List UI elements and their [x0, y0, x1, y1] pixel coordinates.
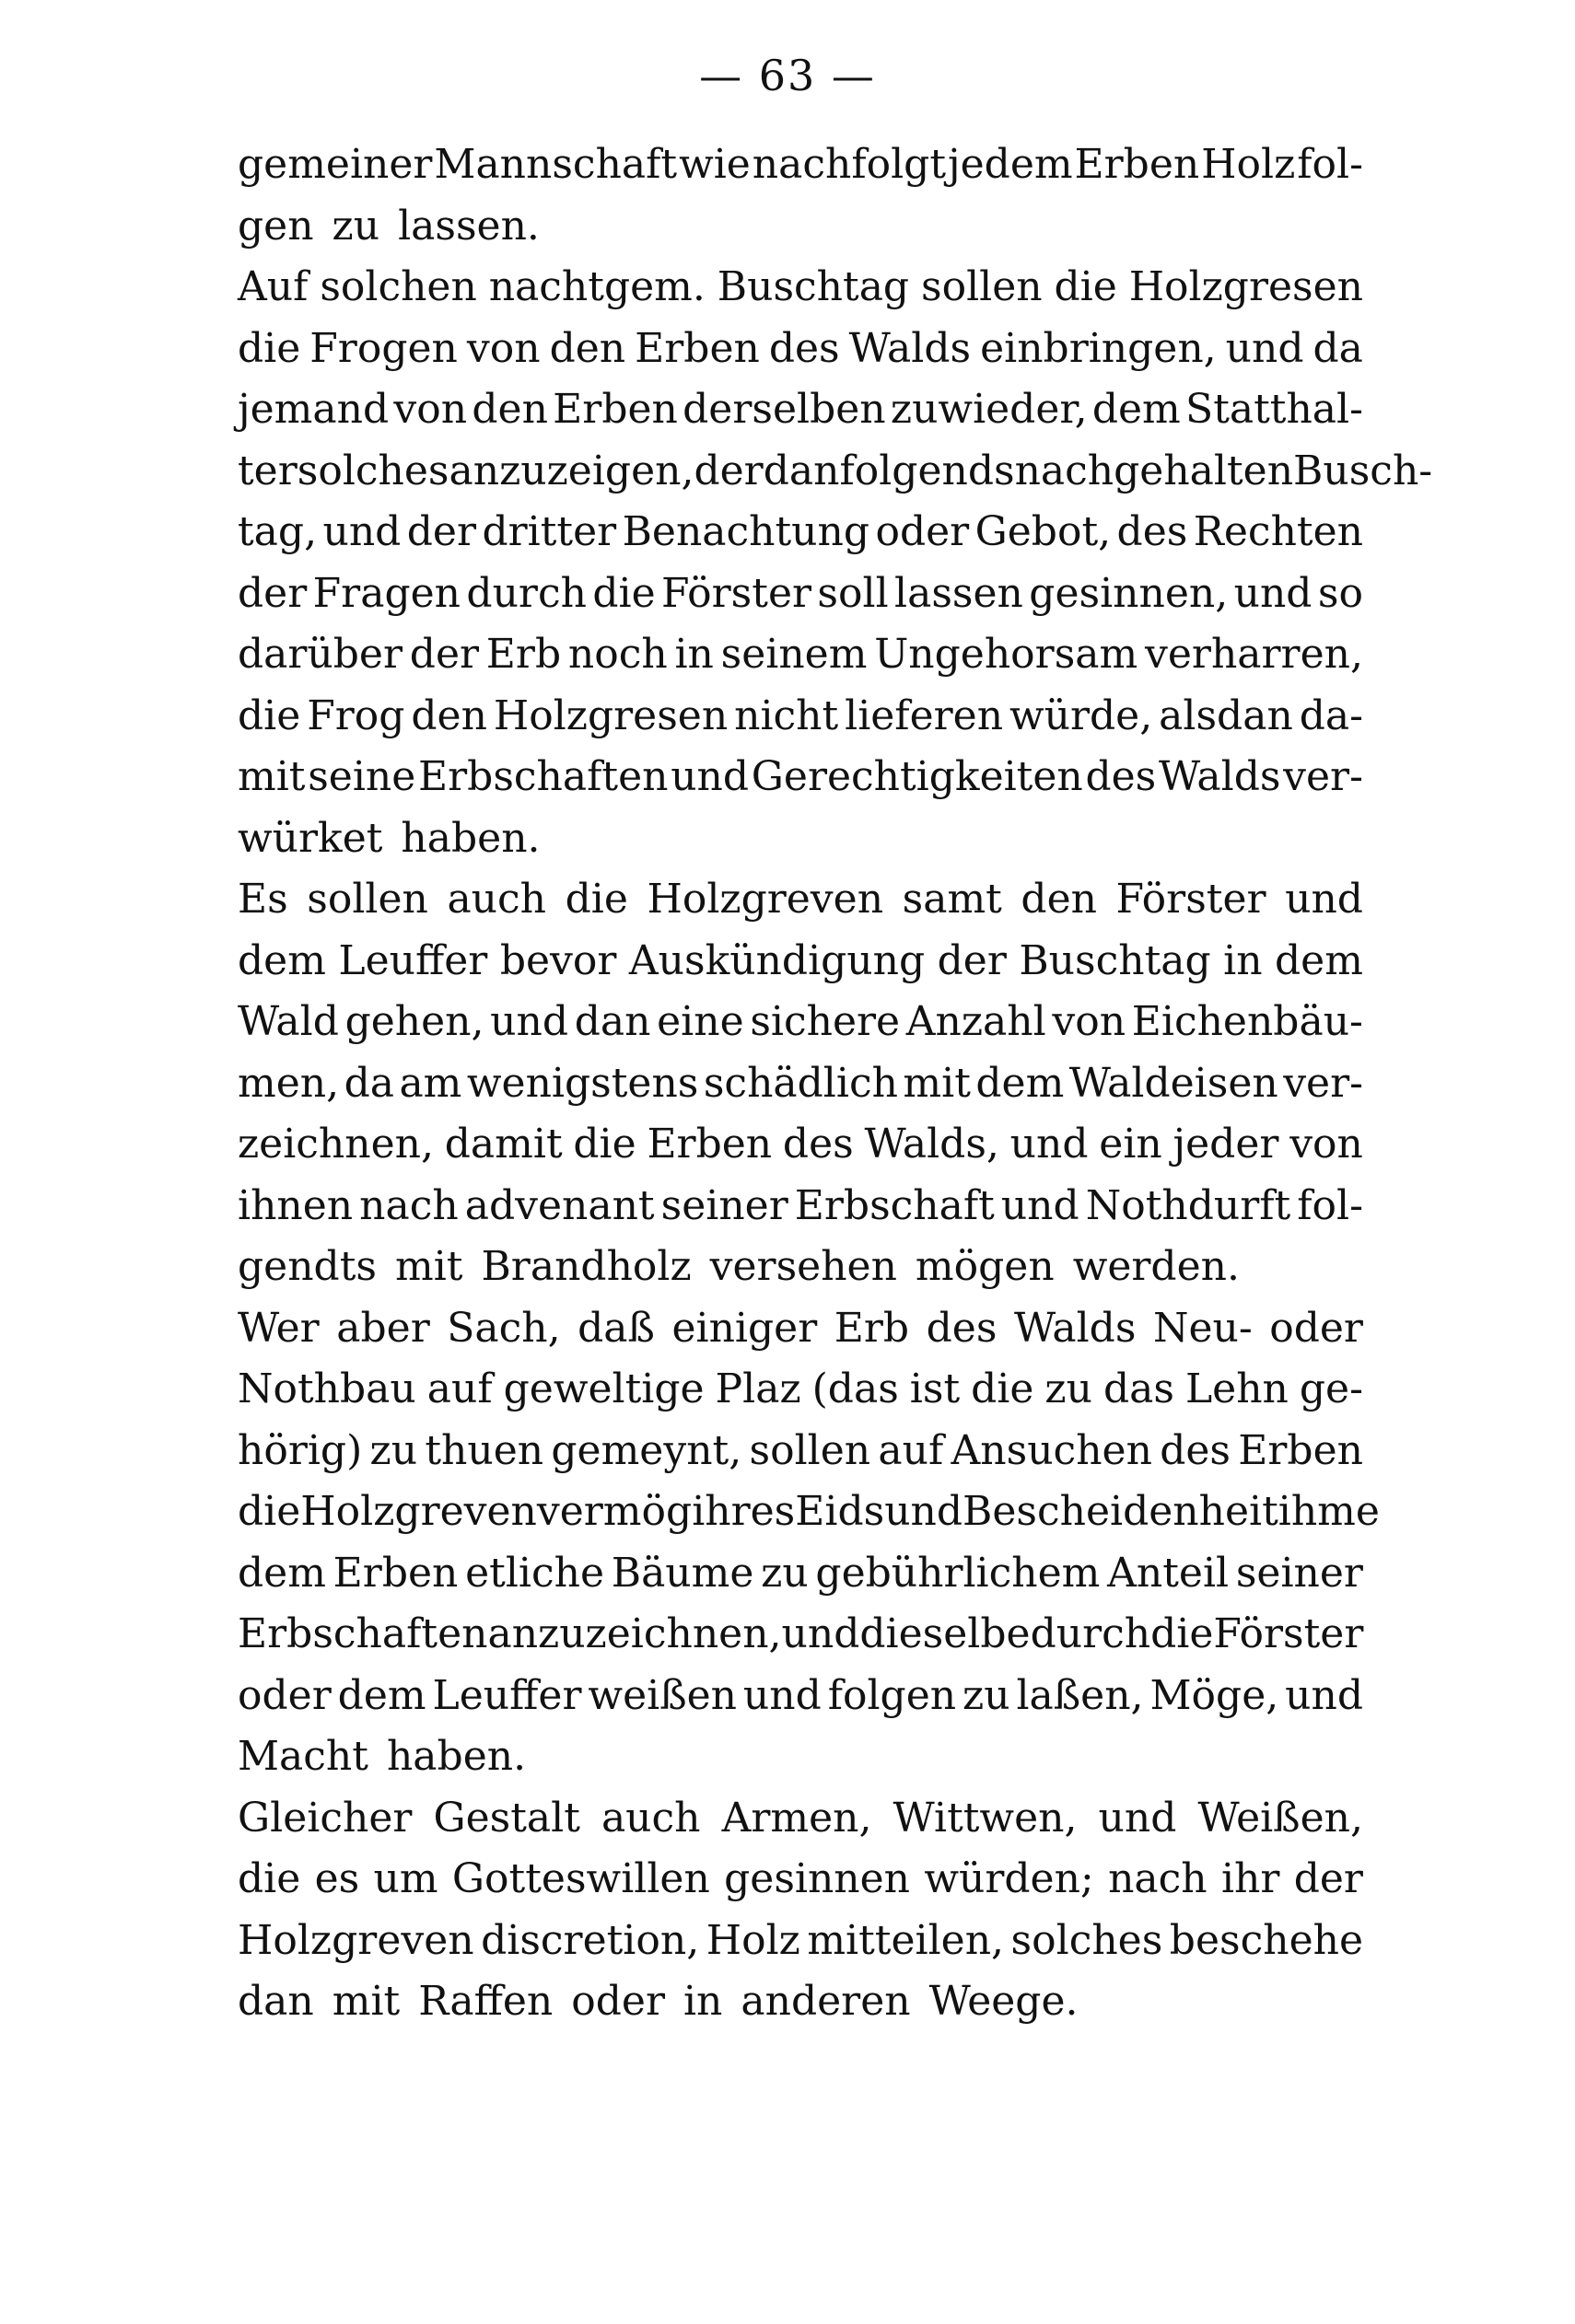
text-word: ge-	[1299, 1365, 1363, 1412]
text-word: das	[1102, 1365, 1174, 1412]
text-word: dem	[337, 1671, 426, 1719]
text-word: Gotteswillen	[451, 1855, 710, 1902]
text-line	[238, 196, 1363, 258]
text-word: auf	[878, 1426, 944, 1474]
text-word: mitteilen,	[807, 1916, 1005, 1964]
text-word: zu	[332, 202, 380, 250]
text-word: und	[1009, 1121, 1089, 1168]
text-word: gesinnen,	[1029, 569, 1229, 617]
text-word: oder	[571, 1978, 665, 2025]
text-word: tag,	[238, 508, 318, 555]
text-word: ihnen	[238, 1181, 354, 1229]
text-word: wenigstens	[466, 1059, 699, 1107]
text-word: Holzgresen	[493, 691, 729, 739]
text-line	[238, 1053, 1363, 1115]
text-word: Buschtag	[1019, 936, 1211, 984]
text-line	[238, 1482, 1380, 1543]
text-word: die	[1150, 1610, 1214, 1657]
text-word: des	[1116, 508, 1188, 555]
text-word: die	[1054, 263, 1117, 310]
text-word: und	[1098, 1794, 1177, 1842]
text-word: Fragen	[312, 569, 461, 617]
text-word: und	[781, 1610, 860, 1657]
text-word: mit	[903, 1059, 971, 1107]
body-text	[238, 134, 1433, 2033]
text-line	[238, 1666, 1363, 1727]
text-word: Erben	[332, 1549, 459, 1597]
text-line	[238, 1176, 1363, 1238]
text-word: sichere	[750, 998, 901, 1045]
text-line	[238, 1359, 1363, 1421]
text-word: durch	[466, 569, 587, 617]
text-word: schädlich	[703, 1059, 898, 1107]
text-word: men,	[238, 1059, 340, 1107]
text-word: von	[1289, 1121, 1363, 1168]
text-word: Walds,	[864, 1121, 999, 1168]
text-line	[238, 1604, 1363, 1666]
text-word: Ansuchen	[951, 1426, 1152, 1474]
text-word: sollen	[921, 263, 1043, 310]
text-word: die	[565, 876, 628, 923]
text-word: Gestalt	[433, 1794, 580, 1842]
text-word: die	[238, 324, 301, 372]
text-word: dem	[1091, 386, 1181, 433]
text-word: und	[1225, 324, 1304, 372]
text-word: dem	[238, 936, 326, 984]
text-line	[238, 686, 1363, 748]
text-word: noch	[567, 631, 668, 678]
text-word: von	[466, 324, 541, 372]
text-word: und	[671, 753, 750, 800]
text-word: dieselbe	[859, 1610, 1031, 1657]
text-line	[238, 564, 1363, 625]
text-word: da-	[1299, 691, 1363, 739]
text-word: haben.	[386, 1733, 527, 1780]
text-word: Mannschaft	[434, 141, 678, 188]
text-line	[238, 931, 1363, 993]
text-word: daß	[578, 1304, 655, 1352]
text-word: vermög	[536, 1488, 693, 1535]
text-word: Erben	[635, 324, 760, 372]
text-word: Förster	[1115, 876, 1266, 923]
text-word: Leuffer	[432, 1671, 582, 1719]
text-word: gemeynt,	[551, 1426, 742, 1474]
text-line	[238, 1971, 1363, 2033]
text-word: von	[1052, 998, 1126, 1045]
text-word: nach	[1108, 1855, 1208, 1902]
text-word: Holz	[706, 1916, 800, 1964]
text-word: gesinnen	[724, 1855, 911, 1902]
text-word: Anzahl	[905, 998, 1046, 1045]
text-word: Erben	[1238, 1426, 1363, 1474]
text-word: in	[1223, 936, 1263, 984]
text-word: gebührlichem	[815, 1549, 1101, 1597]
text-line	[238, 869, 1363, 931]
text-line	[238, 257, 1363, 319]
text-word: gehen,	[344, 998, 484, 1045]
text-word: in	[674, 631, 714, 678]
text-line	[238, 1726, 1363, 1788]
text-word: nach	[359, 1181, 459, 1229]
text-word: nachfolgt	[752, 141, 947, 188]
text-word: Wittwen,	[892, 1794, 1078, 1842]
text-word: dem	[975, 1059, 1065, 1107]
text-word: Sach,	[447, 1304, 561, 1352]
text-word: folgen	[827, 1671, 957, 1719]
text-word: lieferen	[845, 691, 1004, 739]
text-word: Erb	[834, 1304, 910, 1352]
text-word: (das	[811, 1365, 899, 1412]
text-word: dem	[1275, 936, 1363, 984]
text-word: ihr	[1220, 1855, 1280, 1902]
text-word: jemand	[238, 386, 390, 433]
text-word: Bescheidenheit	[962, 1488, 1278, 1535]
text-word: Auf	[238, 263, 309, 310]
text-word: lassen	[894, 569, 1023, 617]
text-word: gendts	[238, 1243, 377, 1290]
text-word: Nothbau	[238, 1365, 416, 1412]
text-word: des	[1085, 753, 1157, 800]
text-word: und	[490, 998, 568, 1045]
text-word: werden.	[1072, 1243, 1240, 1290]
text-line	[238, 502, 1363, 564]
text-word: gemeiner	[238, 141, 433, 188]
text-word: dem	[238, 1549, 326, 1597]
text-word: da	[1312, 324, 1363, 372]
text-word: einbringen,	[980, 324, 1217, 372]
text-word: Holzgreven	[647, 876, 884, 923]
text-word: soll	[817, 569, 889, 617]
text-word: ihres	[692, 1488, 796, 1535]
text-line	[238, 1114, 1363, 1176]
text-word: die	[971, 1365, 1034, 1412]
text-word: eine	[657, 998, 744, 1045]
text-word: der	[1293, 1855, 1363, 1902]
text-word: anzuzeigen,	[449, 447, 694, 494]
text-word: Eids	[795, 1488, 885, 1535]
text-word: Weißen,	[1197, 1794, 1363, 1842]
text-word: der	[694, 447, 764, 494]
text-word: samt	[902, 876, 1002, 923]
text-word: ist	[909, 1365, 961, 1412]
text-word: verharren,	[1145, 631, 1363, 678]
text-word: Nothdurft	[1085, 1181, 1291, 1229]
text-word: und	[742, 1671, 822, 1719]
text-line	[238, 441, 1433, 503]
text-word: gehalten	[1114, 447, 1294, 494]
text-word: die	[238, 691, 301, 739]
text-word: Ungehorsam	[874, 631, 1138, 678]
text-word: der	[937, 936, 1007, 984]
text-word: Rechten	[1193, 508, 1363, 555]
text-word: den	[549, 324, 626, 372]
text-word: Walds	[848, 324, 972, 372]
text-line	[238, 379, 1363, 441]
text-word: den	[411, 691, 487, 739]
text-word: der	[409, 631, 480, 678]
text-word: die	[573, 1121, 636, 1168]
text-word: oder	[1269, 1304, 1363, 1352]
text-word: ein	[1099, 1121, 1162, 1168]
text-word: Walds	[1158, 753, 1281, 800]
text-word: dan	[238, 1978, 314, 2025]
text-word: damit	[444, 1121, 563, 1168]
text-word: thuen	[425, 1426, 544, 1474]
text-word: jeder	[1172, 1121, 1279, 1168]
text-word: geweltige	[503, 1365, 705, 1412]
text-word: solches	[1010, 1916, 1163, 1964]
text-word: gen	[238, 202, 314, 250]
text-word: auch	[447, 876, 547, 923]
text-word: so	[1317, 569, 1363, 617]
text-word: und	[1285, 876, 1363, 923]
text-line	[238, 1543, 1363, 1605]
text-word: hörig)	[238, 1426, 363, 1474]
text-word: Holzgreven	[300, 1488, 537, 1535]
text-word: würde,	[1009, 691, 1153, 739]
text-word: Erbschaften	[418, 753, 669, 800]
text-word: die	[592, 569, 656, 617]
text-word: einiger	[671, 1304, 818, 1352]
text-line	[238, 808, 1363, 870]
text-word: weißen	[588, 1671, 737, 1719]
text-word: des	[926, 1304, 998, 1352]
text-word: fol-	[1297, 141, 1363, 188]
text-word: Gerechtigkeiten	[751, 753, 1083, 800]
text-word: seiner	[660, 1181, 788, 1229]
text-word: seine	[308, 753, 416, 800]
text-word: Es	[238, 876, 288, 923]
text-word: Auskündigung	[628, 936, 926, 984]
text-word: zu	[761, 1549, 809, 1597]
text-word: beschehe	[1169, 1916, 1363, 1964]
text-word: würden;	[924, 1855, 1094, 1902]
text-line	[238, 1421, 1363, 1482]
text-word: von	[393, 386, 468, 433]
text-line	[238, 992, 1363, 1053]
text-word: Macht	[238, 1733, 368, 1780]
text-word: derselben	[682, 386, 886, 433]
text-word: Erbschaft	[794, 1181, 995, 1229]
text-word: würket	[238, 814, 383, 862]
text-word: ver-	[1283, 1059, 1363, 1107]
text-word: zu	[962, 1671, 1010, 1719]
text-word: jedem	[947, 141, 1073, 188]
text-word: und	[884, 1488, 963, 1535]
text-word: lassen.	[398, 202, 540, 250]
text-line	[238, 1911, 1363, 1972]
text-word: ter	[238, 447, 298, 494]
text-word: den	[472, 386, 548, 433]
text-word: advenant	[464, 1181, 655, 1229]
text-word: mit	[332, 1978, 401, 2025]
text-word: aber	[336, 1304, 430, 1352]
text-word: solchen	[320, 263, 477, 310]
text-word: darüber	[238, 631, 403, 678]
text-word: Wald	[238, 998, 339, 1045]
text-word: nachtgem.	[488, 263, 706, 310]
text-word: ver-	[1283, 753, 1363, 800]
text-word: Holzgresen	[1128, 263, 1363, 310]
text-word: Neu-	[1152, 1304, 1253, 1352]
text-word: zu	[1044, 1365, 1092, 1412]
text-word: dan	[763, 447, 840, 494]
text-word: Brandholz	[481, 1243, 692, 1290]
text-word: Erben	[1074, 141, 1200, 188]
text-word: mögen	[915, 1243, 1055, 1290]
text-word: alsdan	[1159, 691, 1293, 739]
text-word: des	[768, 324, 840, 372]
text-word: Waldeisen	[1068, 1059, 1278, 1107]
text-word: zeichnen,	[238, 1121, 434, 1168]
text-word: am	[399, 1059, 462, 1107]
text-word: und	[1285, 1671, 1363, 1719]
text-word: dan	[574, 998, 651, 1045]
text-word: mit	[394, 1243, 463, 1290]
text-word: Frogen	[309, 324, 458, 372]
text-word: Plaz	[715, 1365, 801, 1412]
text-word: Frog	[307, 691, 405, 739]
text-word: um	[373, 1855, 438, 1902]
text-word: es	[314, 1855, 360, 1902]
text-word: zuwieder,	[890, 386, 1088, 433]
text-word: folgends	[839, 447, 1015, 494]
text-line	[238, 747, 1363, 808]
text-word: den	[1021, 876, 1097, 923]
text-word: und	[322, 508, 402, 555]
text-word: der	[238, 569, 308, 617]
page-number: — 63 —	[699, 51, 876, 100]
text-word: anzuzeichnen,	[487, 1610, 782, 1657]
text-word: Weege.	[928, 1978, 1079, 2025]
text-word: wie	[679, 141, 751, 188]
text-word: Förster	[1213, 1610, 1364, 1657]
text-line	[238, 319, 1363, 380]
text-line	[238, 624, 1363, 686]
text-word: seinem	[720, 631, 868, 678]
text-word: Förster	[661, 569, 812, 617]
text-word: ihme	[1278, 1488, 1380, 1535]
text-word: Armen,	[721, 1794, 872, 1842]
text-line	[238, 1237, 1363, 1298]
text-line	[238, 134, 1363, 196]
text-word: fol-	[1297, 1181, 1363, 1229]
text-word: oder	[875, 508, 970, 555]
text-word: Erben	[647, 1121, 773, 1168]
text-word: Möge,	[1149, 1671, 1279, 1719]
text-word: bevor	[499, 936, 617, 984]
text-word: und	[1233, 569, 1312, 617]
text-word: da	[344, 1059, 394, 1107]
text-word: Statthal-	[1185, 386, 1363, 433]
text-word: solches	[297, 447, 449, 494]
text-word: Erbschaften	[238, 1610, 488, 1657]
text-word: Raffen	[418, 1978, 554, 2025]
text-word: Gebot,	[974, 508, 1112, 555]
text-word: Anteil	[1107, 1549, 1230, 1597]
text-word: und	[1000, 1181, 1079, 1229]
text-word: dritter	[482, 508, 617, 555]
text-word: Erb	[485, 631, 562, 678]
text-word: die	[238, 1855, 301, 1902]
text-word: Bäume	[611, 1549, 754, 1597]
text-word: Buschtag	[717, 263, 910, 310]
text-word: versehen	[709, 1243, 897, 1290]
text-word: anderen	[741, 1978, 911, 2025]
text-word: sollen	[749, 1426, 871, 1474]
text-line	[238, 1788, 1363, 1850]
text-word: in	[682, 1978, 723, 2025]
text-word: Walds	[1013, 1304, 1137, 1352]
text-word: Holzgreven	[238, 1916, 474, 1964]
text-word: nicht	[734, 691, 839, 739]
text-word: des	[782, 1121, 854, 1168]
text-word: Wer	[238, 1304, 320, 1352]
text-word: Holz	[1201, 141, 1296, 188]
text-word: oder	[238, 1671, 332, 1719]
text-word: auf	[426, 1365, 493, 1412]
text-word: mit	[238, 753, 306, 800]
text-word: seiner	[1235, 1549, 1363, 1597]
text-word: laßen,	[1016, 1671, 1144, 1719]
text-word: der	[406, 508, 477, 555]
text-word: auch	[601, 1794, 701, 1842]
text-line	[238, 1298, 1363, 1360]
text-word: Busch-	[1293, 447, 1433, 494]
text-word: Gleicher	[238, 1794, 413, 1842]
text-word: Eichenbäu-	[1131, 998, 1363, 1045]
text-word: Benachtung	[622, 508, 870, 555]
text-word: die	[238, 1488, 301, 1535]
text-word: des	[1160, 1426, 1231, 1474]
text-word: Lehn	[1184, 1365, 1289, 1412]
text-word: Leuffer	[338, 936, 488, 984]
text-word: etliche	[465, 1549, 604, 1597]
text-word: discretion,	[481, 1916, 700, 1964]
text-line	[238, 1849, 1363, 1911]
text-word: Erben	[553, 386, 678, 433]
text-word: haben.	[401, 814, 541, 862]
text-word: nach	[1014, 447, 1114, 494]
text-word: sollen	[307, 876, 428, 923]
text-word: durch	[1030, 1610, 1151, 1657]
text-word: zu	[369, 1426, 418, 1474]
